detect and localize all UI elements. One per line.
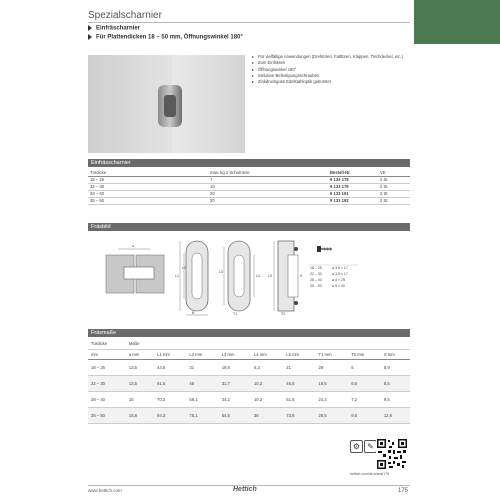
table-cell: 19,5 bbox=[316, 375, 349, 391]
table-cell: 34,2 bbox=[219, 391, 251, 407]
table-cell: 18 – 25 bbox=[88, 359, 126, 375]
dim-label-t1: T1 bbox=[233, 312, 238, 316]
column-header: Türdicke bbox=[88, 169, 208, 176]
table-cell: 15 bbox=[126, 391, 154, 407]
table-cell: 24,2 bbox=[316, 391, 349, 407]
table-row bbox=[88, 391, 410, 407]
table-cell: 44,5 bbox=[154, 359, 186, 375]
product-photo bbox=[88, 55, 245, 153]
screw-table bbox=[309, 265, 358, 288]
dim-label-l3: L3 bbox=[219, 270, 223, 274]
table-cell: 7,2 bbox=[348, 391, 381, 407]
table-cell: 12,6 bbox=[381, 407, 410, 423]
table-cell: 9,5 bbox=[348, 407, 381, 423]
screw-size: ⌀ 5 × 40 bbox=[332, 284, 345, 288]
table-cell: 19,8 bbox=[219, 359, 251, 375]
subtitle-1-text: Einfräscharnier bbox=[96, 25, 141, 32]
triangle-bullet-icon bbox=[88, 34, 92, 40]
order-number: 9 133 192 bbox=[328, 197, 378, 204]
column-header: L4 mm bbox=[251, 349, 283, 359]
screw-thickness: 18 – 25 bbox=[310, 266, 322, 270]
table-cell: 6,5 bbox=[348, 375, 381, 391]
table-row bbox=[88, 176, 410, 183]
side-view-drawing bbox=[268, 241, 303, 316]
table-cell: 48 bbox=[186, 375, 218, 391]
screw-thickness: 22 – 30 bbox=[310, 272, 322, 276]
column-header: mm bbox=[88, 349, 126, 359]
table-cell: 22 – 30 bbox=[88, 183, 208, 190]
table-cell: 15,8 bbox=[126, 407, 154, 423]
table-cell: 20 bbox=[208, 190, 328, 197]
table-header-row bbox=[88, 349, 410, 359]
section-title-fraesmasse: Fräsmaße bbox=[88, 329, 410, 337]
milling-pocket bbox=[124, 267, 154, 279]
table-cell: 10,2 bbox=[251, 375, 283, 391]
subtitle-2-text: Für Plattendicken 18 – 50 mm, Öffnungswinkel 180° bbox=[96, 34, 243, 41]
screw-head-icon bbox=[294, 301, 298, 305]
footer-url[interactable]: www.hettich.com bbox=[88, 488, 122, 493]
table-cell: 13,5 bbox=[126, 375, 154, 391]
hinge-outline-inner bbox=[192, 253, 202, 299]
table-cell: 2 St. bbox=[378, 197, 410, 204]
order-table bbox=[88, 169, 410, 205]
table-cell: 2 St. bbox=[378, 190, 410, 197]
table-cell: 22 – 30 bbox=[88, 375, 126, 391]
screw-size: ⌀ 3,5 × 17 bbox=[332, 266, 348, 270]
header-divider bbox=[88, 22, 410, 23]
qr-url[interactable]: hettich.com/de-shtml/175 bbox=[350, 472, 390, 476]
table-cell: 5,3 bbox=[251, 359, 283, 375]
table-cell: 35 – 50 bbox=[88, 197, 208, 204]
table-cell: 29,5 bbox=[316, 407, 349, 423]
photo-hinge-center bbox=[164, 95, 176, 117]
order-number: 9 133 191 bbox=[328, 190, 378, 197]
photo-door-right bbox=[172, 55, 245, 153]
table-cell: 13,5 bbox=[126, 359, 154, 375]
hinge-outline-drawing bbox=[175, 241, 208, 315]
dim-label-a: a bbox=[132, 244, 134, 248]
screw-size: ⌀ 3,5 × 17 bbox=[332, 272, 348, 276]
column-header: a mm bbox=[126, 349, 154, 359]
feature-item: Inklusive Befestigungsschrauben bbox=[252, 73, 412, 79]
brand-logo: Hettich bbox=[233, 486, 257, 493]
hinge-outline-drawing bbox=[219, 241, 260, 316]
dim-label-l5: L5 bbox=[268, 274, 272, 278]
table-cell: 10 bbox=[208, 183, 328, 190]
table-cell: 18 – 25 bbox=[88, 176, 208, 183]
qr-code[interactable] bbox=[376, 438, 408, 470]
table-row bbox=[88, 359, 410, 375]
table-header-row bbox=[88, 169, 410, 176]
table-cell: 28 – 40 bbox=[88, 190, 208, 197]
dim-label-l4: L4 bbox=[256, 274, 260, 278]
table-cell: 75,1 bbox=[186, 407, 218, 423]
table-cell: 54,6 bbox=[219, 407, 251, 423]
screw-head-icon bbox=[294, 247, 298, 251]
column-header: L3 mm bbox=[219, 349, 251, 359]
table-cell: 7 bbox=[208, 176, 328, 183]
subtitle-1 bbox=[88, 25, 140, 32]
table-cell: 5 bbox=[348, 359, 381, 375]
column-header: max. kg 2 Scharniere bbox=[208, 169, 328, 176]
screw-drawing bbox=[317, 246, 332, 252]
order-number: 9 133 178 bbox=[328, 176, 378, 183]
feature-item: Öffnungswinkel 180° bbox=[252, 67, 412, 73]
screw-head bbox=[317, 246, 321, 252]
side-view-insert bbox=[288, 255, 298, 297]
table-cell: 31 bbox=[186, 359, 218, 375]
page-number: 175 bbox=[398, 488, 409, 494]
column-header: L5 mm bbox=[283, 349, 315, 359]
feature-list bbox=[252, 54, 412, 85]
table-cell: 31,7 bbox=[219, 375, 251, 391]
order-number: 9 133 179 bbox=[328, 183, 378, 190]
column-header: L2 mm bbox=[186, 349, 218, 359]
table-cell: 28 – 40 bbox=[88, 391, 126, 407]
screw-thickness: 28 – 40 bbox=[310, 278, 322, 282]
table-cell: 46,5 bbox=[283, 375, 315, 391]
table-row bbox=[88, 407, 410, 423]
feature-item: Zinkdruckguss Edelstahloptik gebürstet bbox=[252, 79, 412, 85]
table-cell: 2 St. bbox=[378, 176, 410, 183]
table-row bbox=[88, 183, 410, 190]
table-row bbox=[88, 190, 410, 197]
column-header: S mm bbox=[381, 349, 410, 359]
table-cell: 56,1 bbox=[186, 391, 218, 407]
triangle-bullet-icon bbox=[88, 25, 92, 31]
table-cell: 21 bbox=[283, 359, 315, 375]
screw-size: ⌀ 4 × 25 bbox=[332, 278, 345, 282]
table-cell: 70,3 bbox=[154, 391, 186, 407]
table-cell: 51,5 bbox=[283, 391, 315, 407]
milling-drawing bbox=[88, 233, 410, 317]
column-header: T1 mm bbox=[316, 349, 349, 359]
dim-label-l1: L1 bbox=[175, 274, 179, 278]
dim-label-t2: T2 bbox=[281, 312, 286, 316]
table-cell: 8,9 bbox=[381, 359, 410, 375]
table-cell: 9,5 bbox=[381, 391, 410, 407]
feature-item: Für vielfältige Anwendungen (Drehtüren, Falttüren, Klappen, Tischdeckel, etc.) bbox=[252, 54, 412, 60]
group-header: Maße bbox=[126, 339, 410, 349]
dimensions-table bbox=[88, 339, 410, 424]
tool-icon: ✎ bbox=[364, 440, 377, 453]
column-header: Bestell-Nr. bbox=[328, 169, 378, 176]
column-header: L1 mm bbox=[154, 349, 186, 359]
section-title-einfraesscharnier: Einfrässcharnier bbox=[88, 159, 410, 167]
category-color-tab bbox=[414, 0, 500, 44]
table-cell: 20 bbox=[208, 197, 328, 204]
feature-item: Zum Einfräsen bbox=[252, 60, 412, 66]
dim-label-l2: L2 bbox=[182, 266, 186, 270]
screw-thickness: 35 – 50 bbox=[310, 284, 322, 288]
table-row bbox=[88, 197, 410, 204]
group-header: Türdicke bbox=[88, 339, 126, 349]
table-cell: 36 bbox=[251, 407, 283, 423]
column-header: T2 mm bbox=[348, 349, 381, 359]
table-cell: 94,3 bbox=[154, 407, 186, 423]
column-header: VE bbox=[378, 169, 410, 176]
dim-label-s: S bbox=[300, 274, 303, 278]
table-cell: 2 St. bbox=[378, 183, 410, 190]
table-cell: 61,5 bbox=[154, 375, 186, 391]
table-row bbox=[88, 375, 410, 391]
table-cell: 73,6 bbox=[283, 407, 315, 423]
hinge-outline-inner bbox=[234, 255, 244, 297]
subtitle-2 bbox=[88, 34, 243, 41]
drill-template-icon: ⚙ bbox=[350, 440, 363, 453]
table-cell: 29 bbox=[316, 359, 349, 375]
section-title-fraesbild: Fräsbild bbox=[88, 223, 410, 231]
cross-section-drawing bbox=[106, 244, 164, 293]
table-cell: 35 – 50 bbox=[88, 407, 126, 423]
table-cell: 10,2 bbox=[251, 391, 283, 407]
dim-label-b: B bbox=[192, 311, 195, 315]
page-title: Spezialscharnier bbox=[88, 10, 162, 21]
table-group-header-row bbox=[88, 339, 410, 349]
table-cell: 8,5 bbox=[381, 375, 410, 391]
